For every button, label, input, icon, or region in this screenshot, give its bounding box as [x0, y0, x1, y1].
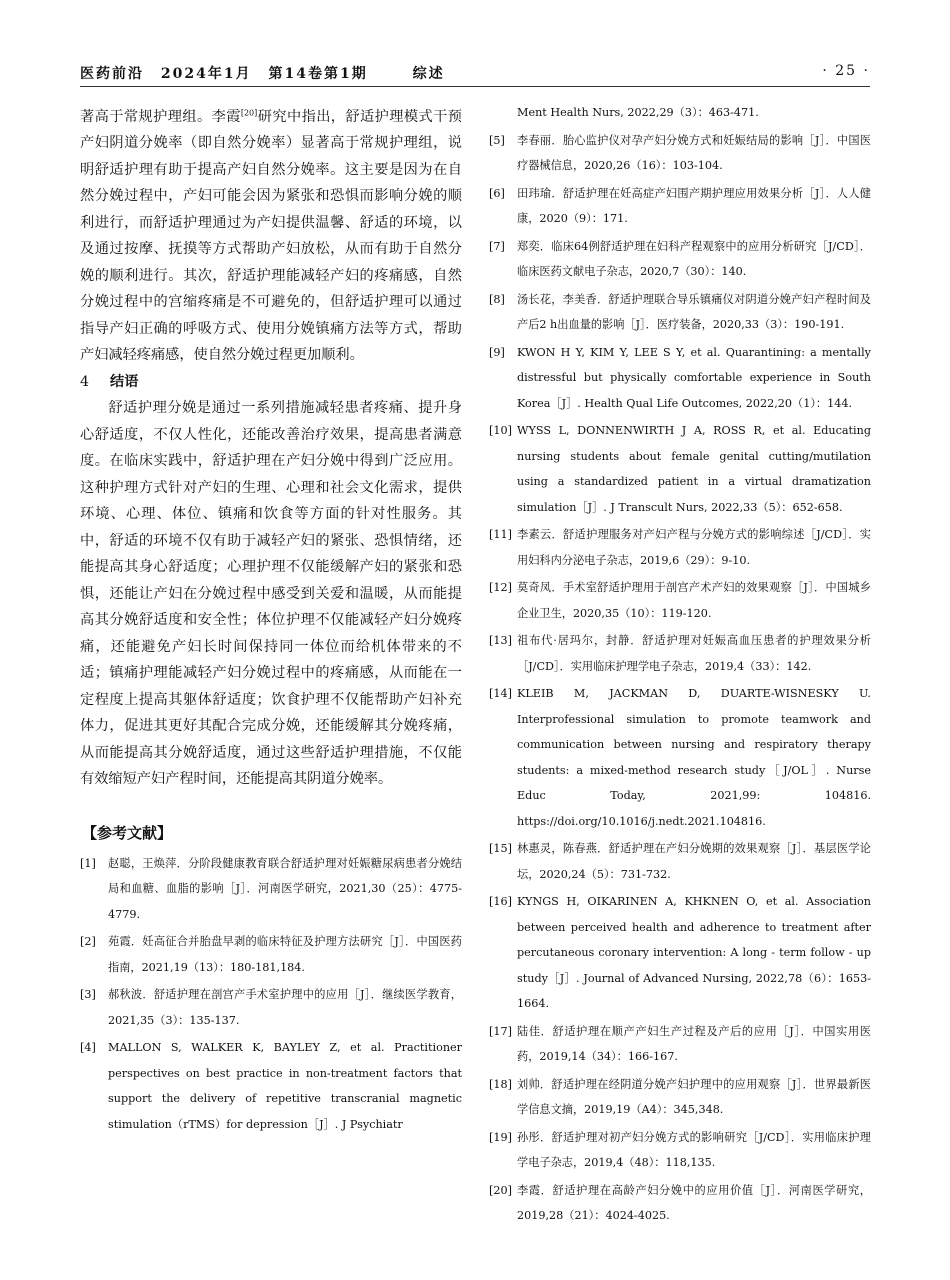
reference-number: [8]: [489, 292, 505, 306]
reference-item: [80, 982, 462, 1033]
reference-text: 刘帅．舒适护理在经阴道分娩产妇护理中的应用观察［J］．世界最新医学信息文摘，2019,19（A4）：345,348.: [517, 1077, 871, 1116]
reference-text: 汤长花，李美香．舒适护理联合导乐镇痛仪对阴道分娩产妇产程时间及产后2 h出血量的影响［J］．医疗装备，2020,33（3）：190-191.: [517, 292, 871, 331]
reference-number: [2]: [80, 935, 96, 949]
reference-item: [489, 418, 871, 520]
reference-item: [489, 522, 871, 573]
para1-text: 著高于常规护理组。李霞[20]研究中指出，舒适护理模式干预产妇阴道分娩率（即自然分娩率）显著高于常规护理组，说明舒适护理有助于提高产妇自然分娩率。这主要是因为在自然分娩过程中，产妇可能会因为紧张和恐惧而影响分娩的顺利进行，而舒适护理通过为产妇提供温馨、舒适的环境，以及通过按摩、抚摸等方式帮助产妇放松，从而有助于自然分娩的顺利进行。其次，舒适护理能减轻产妇的疼痛感，自然分娩过程中的宫缩疼痛是不可避免的，但舒适护理可以通过指导产妇正确的呼吸方式、使用分娩镇痛方法等方式，帮助产妇减轻疼痛感，使自然分娩过程更加顺利。: [80, 108, 462, 364]
reference-text: 赵聪，王焕萍．分阶段健康教育联合舒适护理对妊娠糖尿病患者分娩结局和血糖、血脂的影响［J］．河南医学研究，2021,30（25）：4775-4779.: [108, 856, 462, 921]
reference-number: [6]: [489, 186, 505, 200]
reference-text: 苑霞．妊高征合并胎盘早剥的临床特征及护理方法研究［J］．中国医药指南，2021,19（13）：180-181,184.: [108, 935, 462, 974]
reference-number: [16]: [489, 895, 512, 908]
reference-number: [15]: [489, 842, 512, 855]
body-paragraph-1: [80, 100, 462, 369]
reference-text: WYSS L, DONNENWIRTH J A, ROSS R, et al. Educating nursing students about female genital cutting/mutilation using a standardized patient in a virtual dramatization simulation［J］. J Transcult Nurs, 2022,33（5）：652-658.: [517, 424, 871, 514]
reference-number: [13]: [489, 634, 512, 647]
reference-text: 莫奇凤．手术室舒适护理用于剖宫产术产妇的效果观察［J］．中国城乡企业卫生，2020,35（10）：119-120.: [517, 581, 871, 620]
reference-item: [489, 681, 871, 834]
reference-number: [19]: [489, 1130, 512, 1144]
reference-item: [489, 628, 871, 679]
section-heading-4: [80, 369, 462, 396]
reference-number: [7]: [489, 239, 505, 253]
running-header: [80, 58, 870, 87]
reference-item: [489, 234, 871, 285]
left-column: [80, 100, 462, 1139]
reference-item: [489, 575, 871, 626]
reference-number: [17]: [489, 1024, 512, 1038]
volume-number: 第14卷第1期: [268, 66, 368, 82]
reference-text: 田玮瑜．舒适护理在妊高症产妇围产期护理应用效果分析［J］．人人健康，2020（9）：171.: [517, 186, 871, 225]
right-column: [489, 100, 871, 1231]
reference-item: [80, 851, 462, 928]
section-number: 4: [80, 373, 90, 390]
reference-number: [5]: [489, 133, 505, 147]
citation-superscript: [20]: [240, 108, 258, 117]
reference-text: 郑奕．临床64例舒适护理在妇科产程观察中的应用分析研究［J/CD］．临床医药文献电子杂志，2020,7（30）：140.: [517, 239, 871, 278]
reference-text: 李春丽．胎心监护仪对孕产妇分娩方式和妊娠结局的影响［J］．中国医疗器械信息，2020,26（16）：103-104.: [517, 133, 871, 172]
reference-item: [80, 1035, 462, 1137]
references-heading: 【参考文献】: [82, 823, 173, 842]
section-label: 综述: [412, 66, 445, 82]
reference-item: [489, 836, 871, 887]
reference-number: [4]: [80, 1041, 96, 1055]
reference-continuation: Ment Health Nurs, 2022,29（3）：463-471.: [517, 106, 759, 119]
page-number: · 25 ·: [822, 63, 870, 79]
reference-number: [18]: [489, 1077, 512, 1091]
references-list-right: [489, 128, 871, 1229]
references-list-left: [80, 851, 462, 1138]
reference-item: [80, 929, 462, 980]
reference-item: [489, 1125, 871, 1176]
reference-text: 郝秋波．舒适护理在剖宫产手术室护理中的应用［J］．继续医学教育，2021,35（3）：135-137.: [108, 988, 462, 1027]
reference-text: KYNGS H, OIKARINEN A, KHKNEN O, et al. Association between perceived health and adherence to treatment after percutaneous coronary intervention: A long - term follow - up study［J］. Journal of Advanced Nursing, 2022,78（6）：1653-1664.: [517, 895, 871, 1010]
issue-date: 2024年1月: [160, 66, 252, 82]
reference-text: 李霞．舒适护理在高龄产妇分娩中的应用价值［J］．河南医学研究，2019,28（21）：4024-4025.: [517, 1183, 871, 1222]
reference-item: [489, 1178, 871, 1229]
reference-text: 李素云．舒适护理服务对产妇产程与分娩方式的影响综述［J/CD］．实用妇科内分泌电子杂志，2019,6（29）：9-10.: [517, 528, 871, 567]
body-paragraph-2: 舒适护理分娩是通过一系列措施减轻患者疼痛、提升身心舒适度，不仅人性化，还能改善治疗效果，提高患者满意度。在临床实践中，舒适护理在产妇分娩中得到广泛应用。这种护理方式针对产妇的生理、心理和社会文化需求，提供环境、心理、体位、镇痛和饮食等方面的针对性服务。其中，舒适的环境不仅有助于减轻产妇的紧张、恐惧情绪，还能提高其身心舒适度；心理护理不仅能缓解产妇的紧张和恐惧，还能让产妇在分娩过程中感受到关爱和温暖，从而能提高其分娩舒适度和安全性；体位护理不仅能减轻产妇分娩疼痛，还能避免产妇长时间保持同一体位而给机体带来的不适；镇痛护理能减轻产妇分娩过程中的疼痛感，从而能在一定程度上提高其躯体舒适度；饮食护理不仅能帮助产妇补充体力，促进其更好其配合完成分娩，还能缓解其分娩疼痛，从而能提高其分娩舒适度，通过这些舒适护理措施，不仅能有效缩短产妇产程时间，还能提高其阴道分娩率。: [80, 400, 462, 788]
reference-text: KWON H Y, KIM Y, LEE S Y, et al. Quarantining: a mentally distressful but physically comfortable experience in South Korea［J］. Health Qual Life Outcomes, 2022,20（1）：144.: [517, 345, 871, 410]
section-title: 结语: [110, 373, 139, 390]
reference-text: MALLON S, WALKER K, BAYLEY Z, et al. Practitioner perspectives on best practice in non-treatment factors that support the delivery of repetitive transcranial magnetic stimulation（rTMS）for depression［J］. J Psychiatr: [108, 1041, 462, 1131]
journal-name: 医药前沿: [80, 66, 144, 82]
header-journal-info: [80, 63, 455, 83]
reference-text: KLEIB M, JACKMAN D, DUARTE-WISNESKY U. Interprofessional simulation to promote teamwork and communication between nursing and respiratory therapy students: a mixed-method research study［J/OL］. Nurse Educ Today, 2021,99: 104816. https://doi.org/10.1016/j.nedt.2021.104816.: [517, 687, 871, 828]
reference-number: [3]: [80, 988, 96, 1002]
reference-number: [10]: [489, 424, 512, 437]
reference-item: [489, 340, 871, 417]
reference-text: 孙彤．舒适护理对初产妇分娩方式的影响研究［J/CD］．实用临床护理学电子杂志，2019,4（48）：118,135.: [517, 1130, 871, 1169]
reference-number: [12]: [489, 581, 512, 594]
reference-item: [489, 1019, 871, 1070]
reference-text: 祖布代·居玛尔，封静．舒适护理对妊娠高血压患者的护理效果分析［J/CD］．实用临床护理学电子杂志，2019,4（33）：142.: [517, 634, 871, 673]
reference-item: [489, 287, 871, 338]
reference-number: [11]: [489, 528, 512, 541]
reference-number: [1]: [80, 856, 96, 870]
reference-item: [489, 128, 871, 179]
reference-text: 林惠灵，陈春燕．舒适护理在产妇分娩期的效果观察［J］．基层医学论坛，2020,24（5）：731-732.: [517, 842, 871, 881]
reference-number: [20]: [489, 1183, 512, 1197]
reference-text: 陆佳．舒适护理在顺产产妇生产过程及产后的应用［J］．中国实用医药，2019,14（34）：166-167.: [517, 1024, 871, 1063]
reference-item: [489, 1072, 871, 1123]
reference-number: [14]: [489, 687, 512, 700]
reference-item: [489, 889, 871, 1017]
reference-item: [489, 181, 871, 232]
reference-number: [9]: [489, 345, 505, 359]
